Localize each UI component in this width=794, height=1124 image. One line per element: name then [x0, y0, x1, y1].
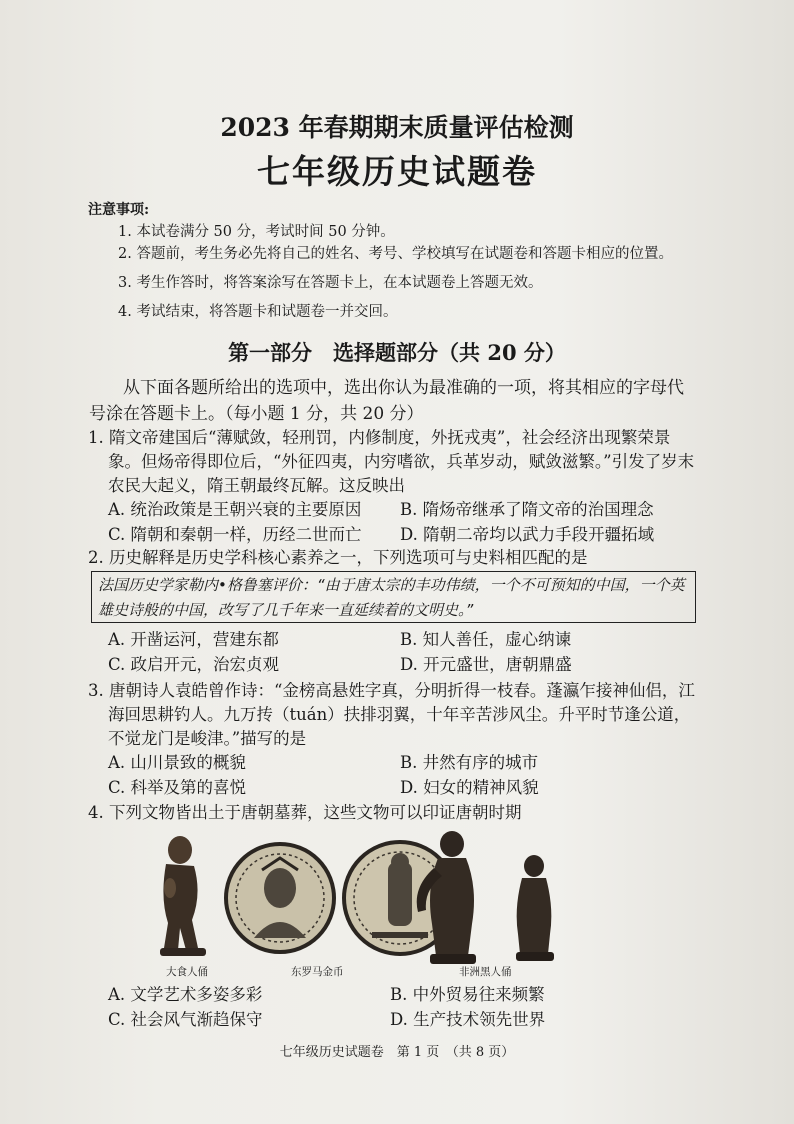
notes-heading: 注意事项: — [88, 202, 150, 218]
options-row — [88, 653, 703, 678]
option-d: D. 隋朝二帝均以武力手段开疆拓域 — [400, 525, 655, 544]
option-a: A. 统治政策是王朝兴衰的主要原因 — [108, 500, 362, 519]
options-row — [88, 523, 703, 548]
question-4-options — [88, 983, 703, 1033]
arab-figurine-image — [160, 836, 206, 956]
question-1 — [88, 426, 703, 548]
byzantine-coin-obverse-image — [226, 844, 334, 952]
artifact-photos — [150, 828, 580, 978]
option-a: A. 开凿运河，营建东都 — [108, 630, 279, 649]
options-row — [88, 498, 703, 523]
caption-roman-coin: 东罗马金币 — [291, 966, 344, 978]
option-d: D. 妇女的精神风貌 — [400, 778, 539, 797]
notes-item: 3. 考生作答时，将答案涂写在答题卡上，在本试题卷上答题无效。 — [118, 275, 543, 291]
source-quote: 法国历史学家勒内•格鲁塞评价：“由于唐太宗的丰功伟绩，一个不可预知的中国，一个英雄史诗般的中国，改写了几千年来一直延续着的文明史。” — [91, 571, 696, 623]
options-row — [88, 983, 703, 1008]
notes-item: 1. 本试卷满分 50 分，考试时间 50 分钟。 — [118, 224, 395, 240]
exam-subtitle: 七年级历史试题卷 — [257, 152, 537, 191]
caption-african-figurine: 非洲黑人俑 — [459, 966, 512, 978]
option-d: D. 生产技术领先世界 — [390, 1010, 546, 1029]
question-2-options — [88, 628, 703, 678]
question-stem: 4. 下列文物皆出土于唐朝墓葬，这些文物可以印证唐朝时期 — [88, 803, 522, 822]
options-row — [88, 776, 703, 801]
option-b: B. 中外贸易往来频繁 — [390, 985, 545, 1004]
question-3 — [88, 679, 703, 801]
question-stem: 1. 隋文帝建国后“薄赋敛，轻刑罚，内修制度，外抚戎夷”，社会经济出现繁荣景象。但炀帝得即位后，“外征四夷，内穷嗜欲，兵革岁动，赋敛滋繁。”引发了岁末农民大起义，隋王朝最终瓦解。这反映出 — [88, 428, 695, 495]
option-b: B. 井然有序的城市 — [400, 753, 539, 772]
option-c: C. 政启开元，治宏贞观 — [108, 655, 280, 674]
question-stem: 2. 历史解释是历史学科核心素养之一，下列选项可与史料相匹配的是 — [88, 548, 588, 567]
question-4 — [88, 801, 703, 825]
question-stem: 3. 唐朝诗人袁皓曾作诗：“金榜高悬姓字真，分明折得一枝春。蓬瀛乍接神仙侣，江海回思耕钓人。九万抟（tuán）扶排羽翼，十年辛苦涉风尘。升平时节逢公道，不觉龙门是峻津。”描写的是 — [88, 681, 695, 748]
option-a: A. 文学艺术多姿多彩 — [108, 985, 263, 1004]
options-row — [88, 1008, 703, 1033]
notes-item: 4. 考试结束，将答题卡和试题卷一并交回。 — [118, 304, 398, 320]
caption-arab-figurine: 大食人俑 — [166, 966, 208, 978]
african-figurine-small-image — [516, 855, 554, 961]
option-c: C. 科举及第的喜悦 — [108, 778, 247, 797]
exam-title: 2023 年春期期末质量评估检测 — [220, 113, 574, 142]
options-row — [88, 751, 703, 776]
option-d: D. 开元盛世，唐朝鼎盛 — [400, 655, 572, 674]
section-title: 第一部分 选择题部分（共 20 分） — [228, 340, 566, 365]
option-a: A. 山川景致的概貌 — [108, 753, 246, 772]
section-instruction: 从下面各题所给出的选项中，选出你认为最准确的一项，将其相应的字母代号涂在答题卡上。（每小题 1 分，共 20 分） — [89, 378, 684, 424]
option-b: B. 隋炀帝继承了隋文帝的治国理念 — [400, 500, 654, 519]
page-footer: 七年级历史试题卷 第 1 页 （共 8 页） — [279, 1045, 515, 1060]
notes-block — [88, 199, 718, 323]
question-2 — [88, 546, 703, 570]
option-c: C. 隋朝和秦朝一样，历经二世而亡 — [108, 525, 362, 544]
notes-item: 2. 答题前，考生务必先将自己的姓名、考号、学校填写在试题卷和答题卡相应的位置。 — [118, 246, 673, 262]
options-row — [88, 628, 703, 653]
option-b: B. 知人善任，虚心纳谏 — [400, 630, 572, 649]
option-c: C. 社会风气渐趋保守 — [108, 1010, 263, 1029]
